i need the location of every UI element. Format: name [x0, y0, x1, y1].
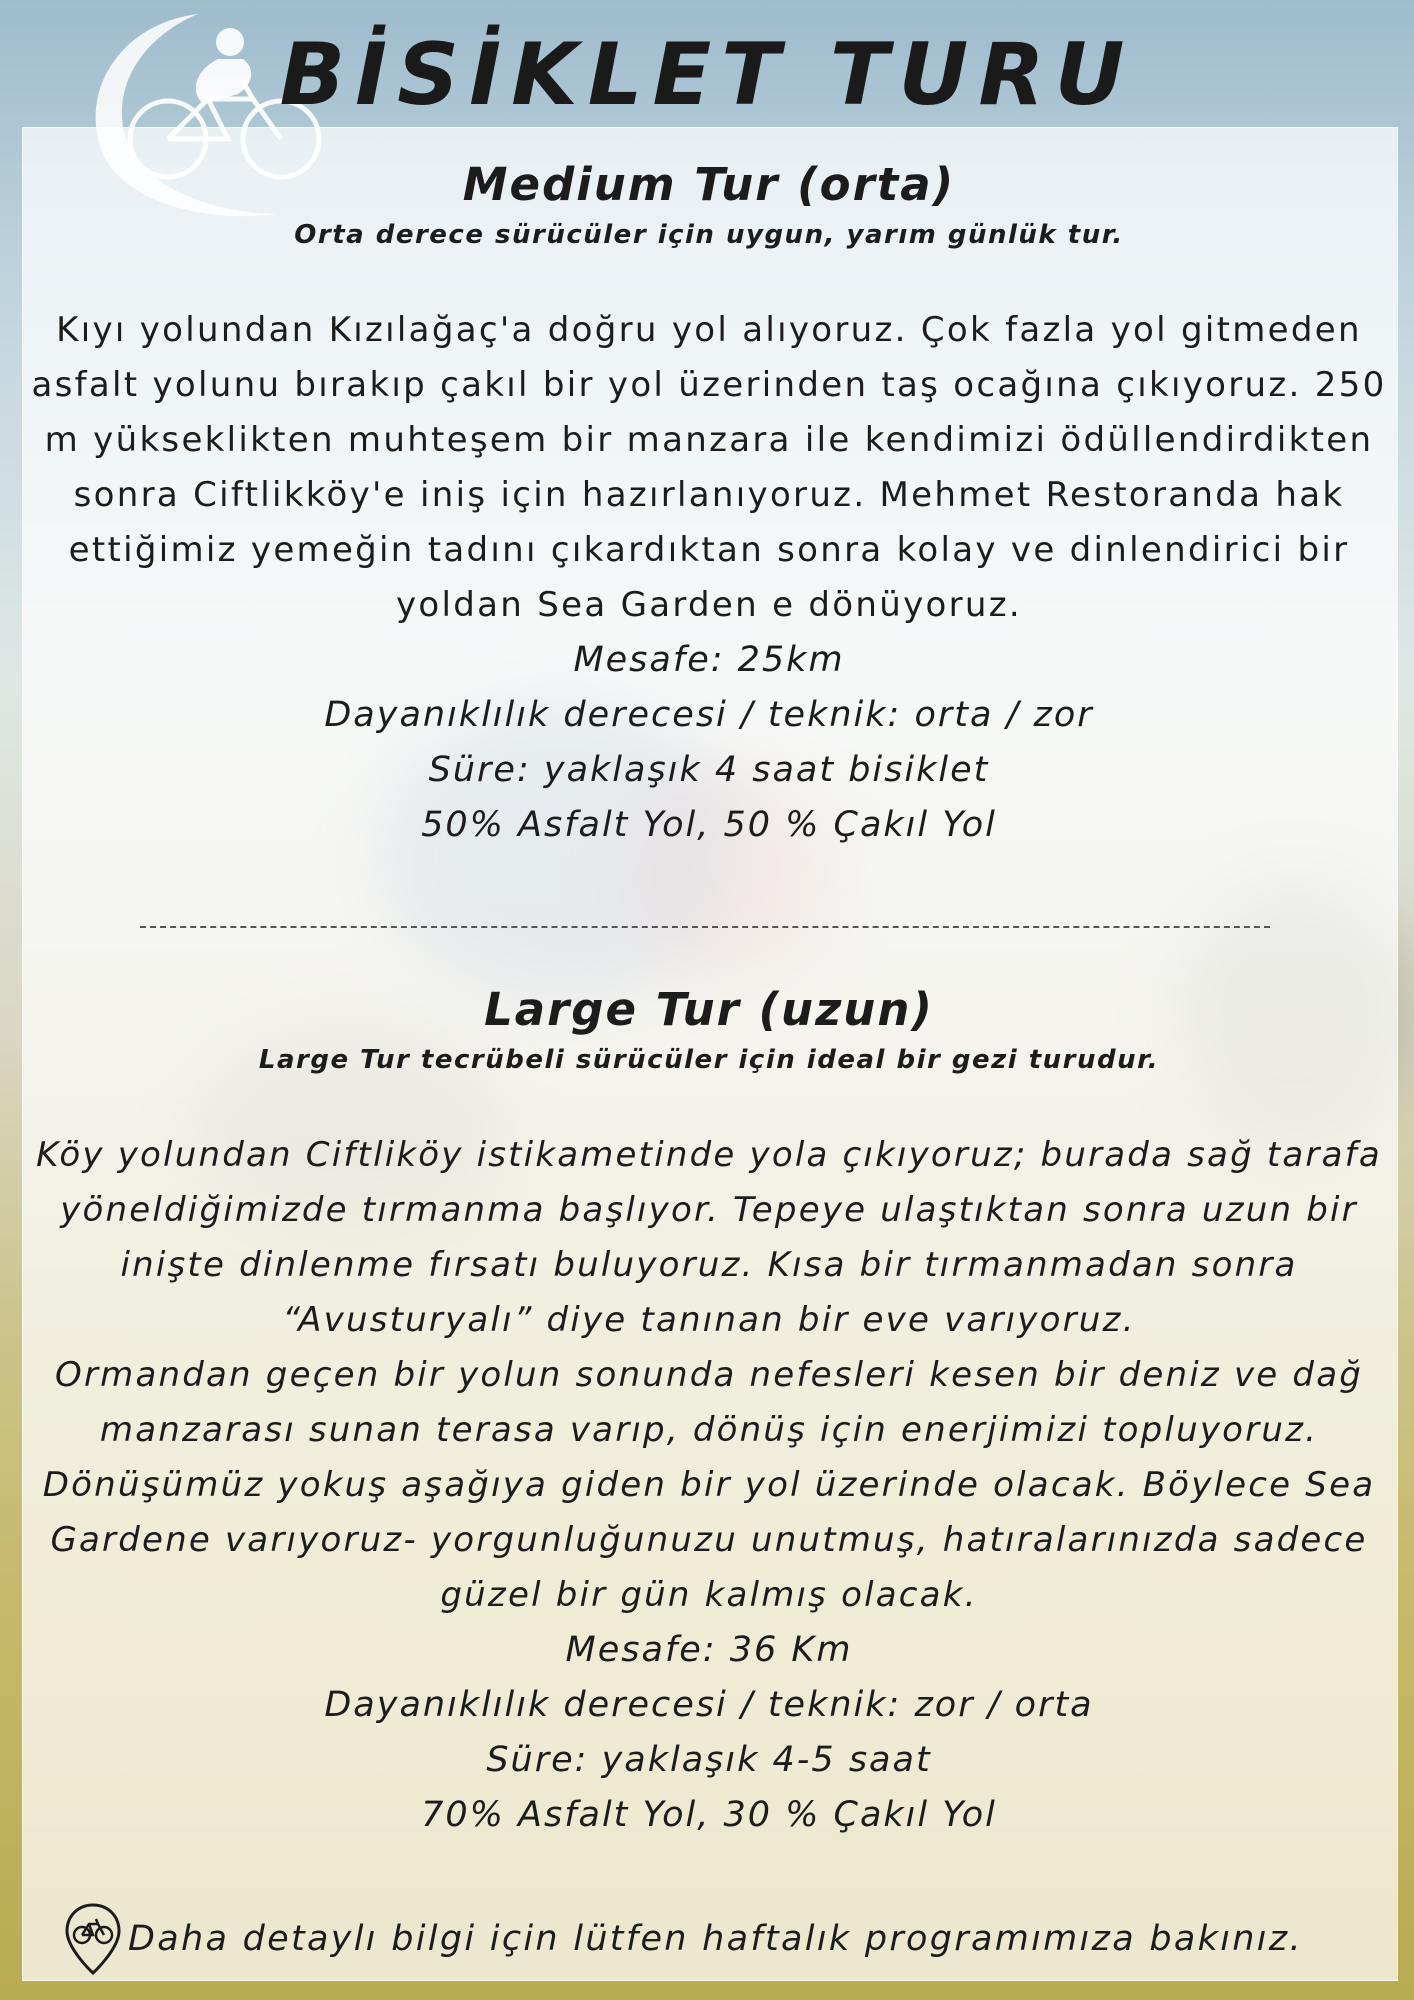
large-tour-description-2: Ormandan geçen bir yolun sonunda nefesleri kesen bir deniz ve dağ manzarası sunan terasa varıp, dönüş için enerjimizi topluyoruz. Dönüşümüz yokuş aşağıya giden bir yol üzerinde olacak. Böylece Sea Gardene varıyoruz- yorgunluğunuzu unutmuş, hatıralarınızda sadece güzel bir gün kalmış olacak. — [42, 1355, 1376, 1615]
medium-tour-duration: Süre: yaklaşık 4 saat bisiklet — [428, 750, 990, 790]
large-tour-duration: Süre: yaklaşık 4-5 saat — [486, 1740, 932, 1780]
large-tour-description-1: Köy yolundan Ciftliköy istikametinde yola çıkıyoruz; burada sağ tarafa yöneldiğimizde tırmanma başlıyor. Tepeye ulaştıktan sonra uzun bir inişte dinlenme fırsatı buluyoruz. Kısa bir tırmanmadan sonra “Avusturyalı” diye tanınan bir eve varıyoruz. — [36, 1135, 1382, 1340]
medium-tour-heading: Medium Tur (orta) — [462, 158, 956, 211]
large-tour-section — [22, 980, 1396, 1843]
medium-tour-distance: Mesafe: 25km — [573, 640, 845, 680]
medium-tour-surface: 50% Asfalt Yol, 50 % Çakıl Yol — [421, 805, 997, 845]
section-divider — [140, 926, 1270, 928]
bike-location-pin-icon — [64, 1902, 122, 1976]
medium-tour-difficulty: Dayanıklılık derecesi / teknik: orta / zor — [324, 695, 1094, 735]
medium-tour-section — [22, 155, 1396, 853]
footer — [64, 1902, 1303, 1976]
large-tour-surface: 70% Asfalt Yol, 30 % Çakıl Yol — [421, 1795, 997, 1835]
large-tour-subheading: Large Tur tecrübeli sürücüler için ideal bir gezi turudur. — [258, 1045, 1160, 1075]
medium-tour-subheading: Orta derece sürücüler için uygun, yarım günlük tur. — [294, 220, 1124, 250]
medium-tour-description: Kıyı yolundan Kızılağaç'a doğru yol alıyoruz. Çok fazla yol gitmeden asfalt yolunu bırakıp çakıl bir yol üzerinden taş ocağına çıkıyoruz. 250 m yükseklikten muhteşem bir manzara ile kendimizi ödüllendirdikten sonra Ciftlikköy'e iniş için hazırlanıyoruz. Mehmet Restoranda hak ettiğimiz yemeğin tadını çıkardıktan sonra kolay ve dinlendirici bir yoldan Sea Garden e dönüyoruz. — [31, 310, 1387, 625]
large-tour-heading: Large Tur (uzun) — [484, 983, 934, 1036]
footer-text: Daha detaylı bilgi için lütfen haftalık programımıza bakınız. — [128, 1919, 1303, 1959]
large-tour-difficulty: Dayanıklılık derecesi / teknik: zor / orta — [324, 1685, 1094, 1725]
large-tour-distance: Mesafe: 36 Km — [565, 1630, 853, 1670]
page-title: BİSİKLET TURU — [279, 25, 1135, 125]
